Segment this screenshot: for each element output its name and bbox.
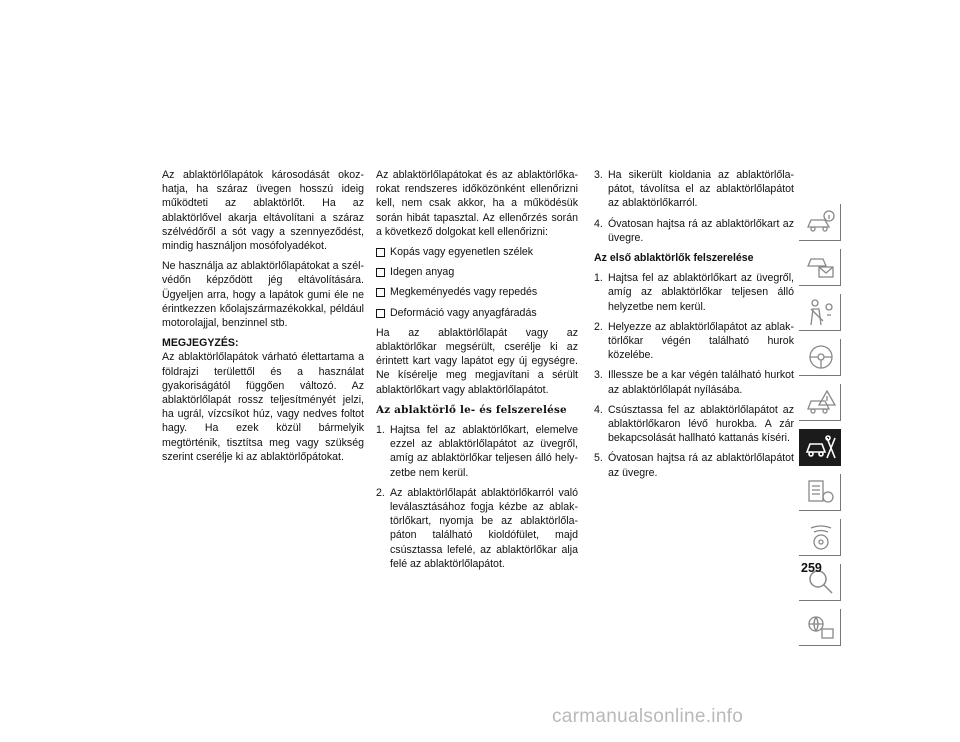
paragraph: Ha az ablaktörlőlapát vagy az ablaktörlőkar megsérült, cserélje ki az érintett kart vagy lapátot egy új egységre. Ne kísérelje meg megjavítani a sérült ablaktörlőkart vagy ablaktörlőlapátot. xyxy=(376,326,578,396)
chapter-tab[interactable] xyxy=(799,609,841,646)
check-item: Kopás vagy egyenetlen szélek xyxy=(376,245,578,259)
check-item: Deformáció vagy anyagfáradás xyxy=(376,306,578,320)
car-service-icon xyxy=(805,432,837,462)
text-column-2 xyxy=(376,168,578,577)
chapter-tab[interactable] xyxy=(799,249,841,286)
step-item: 2. Az ablaktörlőlapát ablaktörlőkarról való leválasztásához fogja kézbe az ablaktörlőkart, nyomja be az ablaktörlőlapáton található kioldófület, majd csúsztassa lefelé, az ablaktörlőkar alja felé az ablaktörlőlapátot. xyxy=(376,486,578,570)
chapter-tab[interactable] xyxy=(799,339,841,376)
seatbelt-icon xyxy=(805,297,837,327)
chapter-tab[interactable] xyxy=(799,474,841,511)
chapter-tab-active[interactable] xyxy=(799,429,841,466)
watermark: carmanualsonline.info xyxy=(552,706,744,727)
paragraph: Az ablaktörlőlapátokat és az ablaktörlőkarokat rendszeres időközönként ellenőrizni kell, nem csak akkor, ha a működésük során hibát tapasztal. Az ellenőrzés során a következő dolgokat kell ellenőrizni: xyxy=(376,169,578,238)
multimedia-icon xyxy=(805,522,837,552)
text-column-3 xyxy=(594,168,794,486)
car-info-icon xyxy=(805,207,837,237)
mail-car-icon xyxy=(805,252,837,282)
warning-car-icon xyxy=(805,387,837,417)
chapter-tab[interactable] xyxy=(799,519,841,556)
checkbox-icon xyxy=(376,288,385,297)
paragraph: Ne használja az ablaktörlőlapátokat a szélvédőn képződött jég eltávolítására. Ügyeljen arra, hogy a lapátok gumi éle ne érintkezzen kőolajszármazékokkal, például motorolajjal, benzinnel stb. xyxy=(162,260,364,330)
step-item: 3. Ha sikerült kioldania az ablaktörlőlapátot, távolítsa el az ablaktörlőlapátot az ablaktörlőkarról. xyxy=(594,169,794,210)
text-column-1 xyxy=(162,168,364,470)
page-number: 259 xyxy=(801,561,822,575)
section-heading: Az ablaktörlő le- és felszerelése xyxy=(376,403,567,416)
step-item: 1. Hajtsa fel az ablaktörlőkart az üvegről, amíg az ablaktörlőkar teljesen álló helyzetbe nem kerül. xyxy=(594,272,794,313)
checkbox-icon xyxy=(376,248,385,257)
step-item: 3. Illessze be a kar végén található hurkot az ablaktörlőlapát nyílásába. xyxy=(594,369,794,396)
step-item: 1. Hajtsa fel az ablaktörlőkart, elemelve ezzel az ablaktörlőlapátot az üvegről, amíg az ablaktörlőkar teljesen álló helyzetbe nem kerül. xyxy=(376,424,578,479)
chapter-tab[interactable] xyxy=(799,294,841,331)
step-item: 4. Óvatosan hajtsa rá az ablaktörlőkart az üvegre. xyxy=(594,217,794,244)
check-item: Megkeményedés vagy repedés xyxy=(376,285,578,299)
step-item: 2. Helyezze az ablaktörlőlapátot az ablaktörlőkar végén található hurok közelébe. xyxy=(594,320,794,362)
chapter-tabs xyxy=(799,204,841,654)
step-item: 4. Csúsztassa fel az ablaktörlőlapátot az ablaktörlőkaron lévő hurokba. A zár bekapcsolását hallható kattanás kíséri. xyxy=(594,403,794,445)
checkbox-icon xyxy=(376,309,385,318)
note-title: MEGJEGYZÉS: xyxy=(162,337,239,350)
note-body: Az ablaktörlőlapátok várható élettartama a földrajzi területtől és a használat gyakoriságától függően változó. Az ablaktörlőlapát rossz teljesítményét jelzi, ha ugrál, vízcsíkot húz, vagy nedves foltot hagy. Ha ezek közül bármelyik megtörténik, tisztítsa meg vagy szükség szerint cserélje ki az ablaktörlőpátokat. xyxy=(162,351,364,463)
section-heading: Az első ablaktörlők felszerelése xyxy=(594,252,754,265)
chapter-tab[interactable] xyxy=(799,384,841,421)
chapter-tab[interactable] xyxy=(799,204,841,241)
specifications-icon xyxy=(805,477,837,507)
step-item: 5. Óvatosan hajtsa rá az ablaktörlőlapátot az üvegre. xyxy=(594,452,794,479)
checkbox-icon xyxy=(376,268,385,277)
language-icon xyxy=(805,612,837,642)
steering-wheel-icon xyxy=(805,342,837,372)
check-item: Idegen anyag xyxy=(376,265,578,279)
paragraph: Az ablaktörlőlapátok károsodását okozhatja, ha száraz üvegen hosszú ideig működteti az ablaktörlőt. Ha az ablaktörlővel akarja eltávolítani a száraz szélvédőről a sót vagy a szennyeződést, mindig használjon mosófolyadékot. xyxy=(162,169,364,253)
